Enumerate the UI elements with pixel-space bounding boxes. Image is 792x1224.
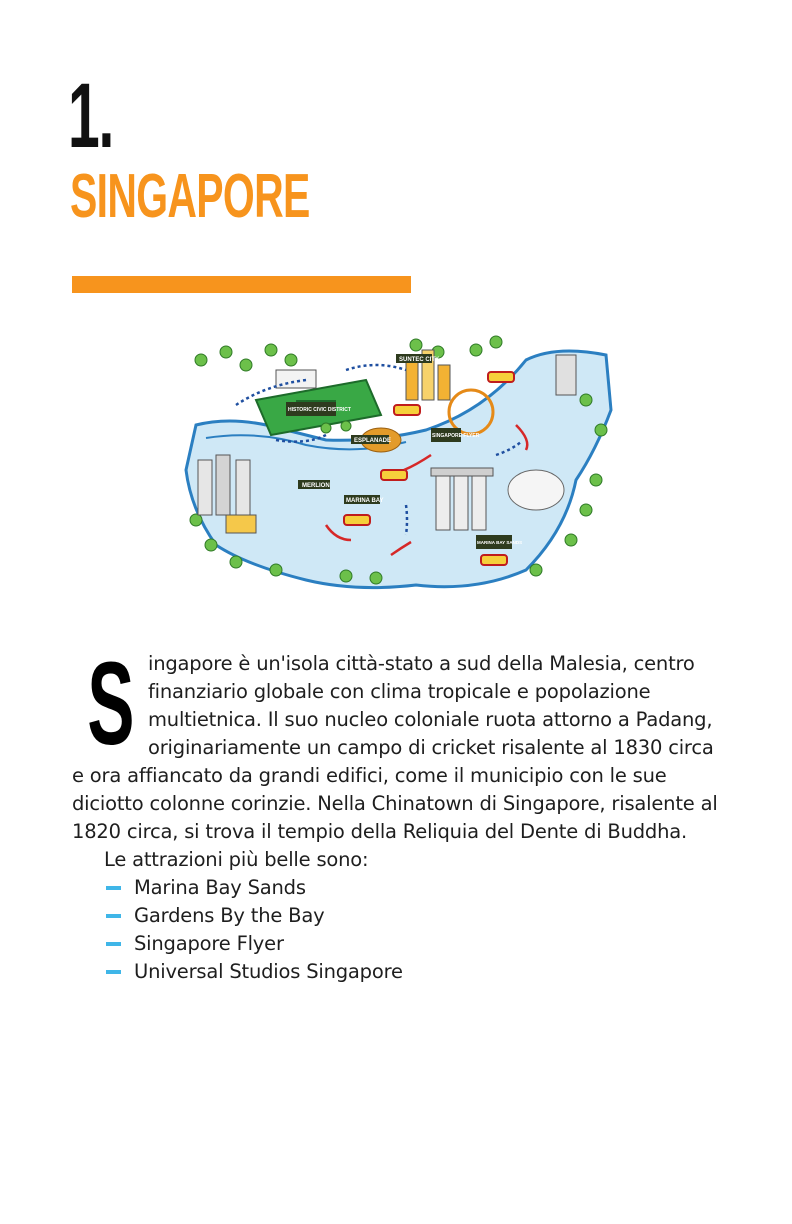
- dash-bullet-icon: [106, 970, 121, 974]
- map-label-suntec: SUNTEC CITY: [399, 357, 440, 363]
- chapter-title: SINGAPORE: [70, 162, 310, 231]
- article-body: [72, 638, 722, 986]
- list-item: Singapore Flyer: [72, 930, 722, 958]
- list-item: Marina Bay Sands: [72, 874, 722, 902]
- map-label-esplanade: ESPLANADE: [354, 438, 392, 444]
- dash-bullet-icon: [106, 886, 121, 890]
- dash-bullet-icon: [106, 914, 121, 918]
- map-label-merlion: MERLION: [302, 483, 330, 489]
- singapore-map-illustration: [176, 330, 616, 600]
- chapter-number: 1.: [68, 65, 114, 167]
- attractions-list: [72, 874, 722, 986]
- dash-bullet-icon: [106, 942, 121, 946]
- marina-bay-sands: [431, 468, 493, 530]
- map-label-mbs: MARINA BAY SANDS: [477, 540, 523, 545]
- map-label-flyer: SINGAPORE FLYER: [432, 433, 480, 439]
- drop-cap: S: [87, 638, 135, 770]
- gardens-domes: [508, 470, 564, 510]
- map-label-civic: HISTORIC CIVIC DISTRICT: [288, 407, 351, 413]
- map-label-marina-bay: MARINA BAY: [346, 498, 384, 504]
- list-item: Universal Studios Singapore: [72, 958, 722, 986]
- article-paragraph: ingapore è un'isola città-stato a sud della Malesia, centro finanziario globale con clima tropicale e popolazione multietnica. Il suo nucleo coloniale ruota attorno a Padang, originariamente un campo di cricket risalente al 1830 circa e ora affiancato da grandi edifici, come il municipio con le sue diciotto colonne corinzie. Nella Chinatown di Singapore, risalente al 1820 circa, si trova il tempio della Reliquia del Dente di Buddha.: [72, 652, 718, 843]
- title-underline: [72, 276, 411, 293]
- attractions-intro: Le attrazioni più belle sono:: [104, 848, 369, 871]
- list-item: Gardens By the Bay: [72, 902, 722, 930]
